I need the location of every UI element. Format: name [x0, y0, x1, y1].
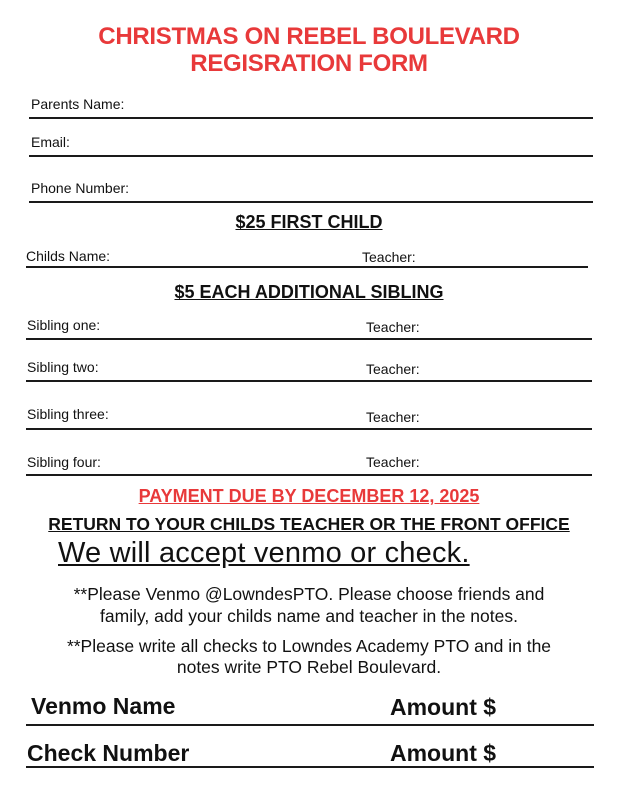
sibling-four-label: Sibling four:	[27, 454, 101, 470]
siblings-heading: $5 EACH ADDITIONAL SIBLING	[174, 282, 444, 302]
sibling-two-teacher-label: Teacher:	[366, 361, 420, 377]
phone-number-label: Phone Number:	[31, 180, 130, 196]
sibling-four-teacher-label: Teacher:	[366, 454, 420, 470]
sibling-one-teacher-label: Teacher:	[366, 319, 420, 335]
check-note-line1: **Please write all checks to Lowndes Academy PTO and in the	[66, 636, 552, 656]
check-amount-label: Amount $	[390, 740, 497, 766]
phone-number-line[interactable]	[29, 201, 593, 203]
sibling-three-line[interactable]	[26, 428, 592, 430]
sibling-two-line[interactable]	[26, 380, 592, 382]
venmo-note-line2: family, add your childs name and teacher in the notes.	[100, 606, 518, 626]
parents-name-line[interactable]	[29, 117, 593, 119]
return-instructions: RETURN TO YOUR CHILDS TEACHER OR THE FRONT OFFICE	[48, 514, 570, 534]
accept-payment-statement: We will accept venmo or check.	[58, 537, 470, 569]
sibling-two-label: Sibling two:	[27, 359, 99, 375]
parents-name-label: Parents Name:	[31, 96, 125, 112]
venmo-name-label: Venmo Name	[31, 693, 176, 719]
sibling-three-teacher-label: Teacher:	[366, 409, 420, 425]
sibling-three-label: Sibling three:	[27, 406, 109, 422]
sibling-one-label: Sibling one:	[27, 317, 101, 333]
email-line[interactable]	[29, 155, 593, 157]
sibling-four-line[interactable]	[26, 474, 592, 476]
check-number-label: Check Number	[27, 740, 190, 766]
childs-teacher-label: Teacher:	[362, 249, 416, 265]
check-line[interactable]	[26, 766, 594, 768]
childs-name-line[interactable]	[26, 266, 588, 268]
form-title-line2: REGISRATION FORM	[190, 50, 428, 77]
sibling-one-line[interactable]	[26, 338, 592, 340]
form-title-line1: CHRISTMAS ON REBEL BOULEVARD	[98, 23, 520, 50]
venmo-amount-label: Amount $	[390, 694, 497, 720]
venmo-line[interactable]	[26, 724, 594, 726]
email-label: Email:	[31, 134, 70, 150]
check-note-line2: notes write PTO Rebel Boulevard.	[176, 657, 442, 677]
childs-name-label: Childs Name:	[26, 248, 111, 264]
payment-due-notice: PAYMENT DUE BY DECEMBER 12, 2025	[138, 486, 480, 506]
first-child-heading: $25 FIRST CHILD	[235, 212, 383, 232]
venmo-note-line1: **Please Venmo @LowndesPTO. Please choose friends and	[73, 584, 545, 604]
